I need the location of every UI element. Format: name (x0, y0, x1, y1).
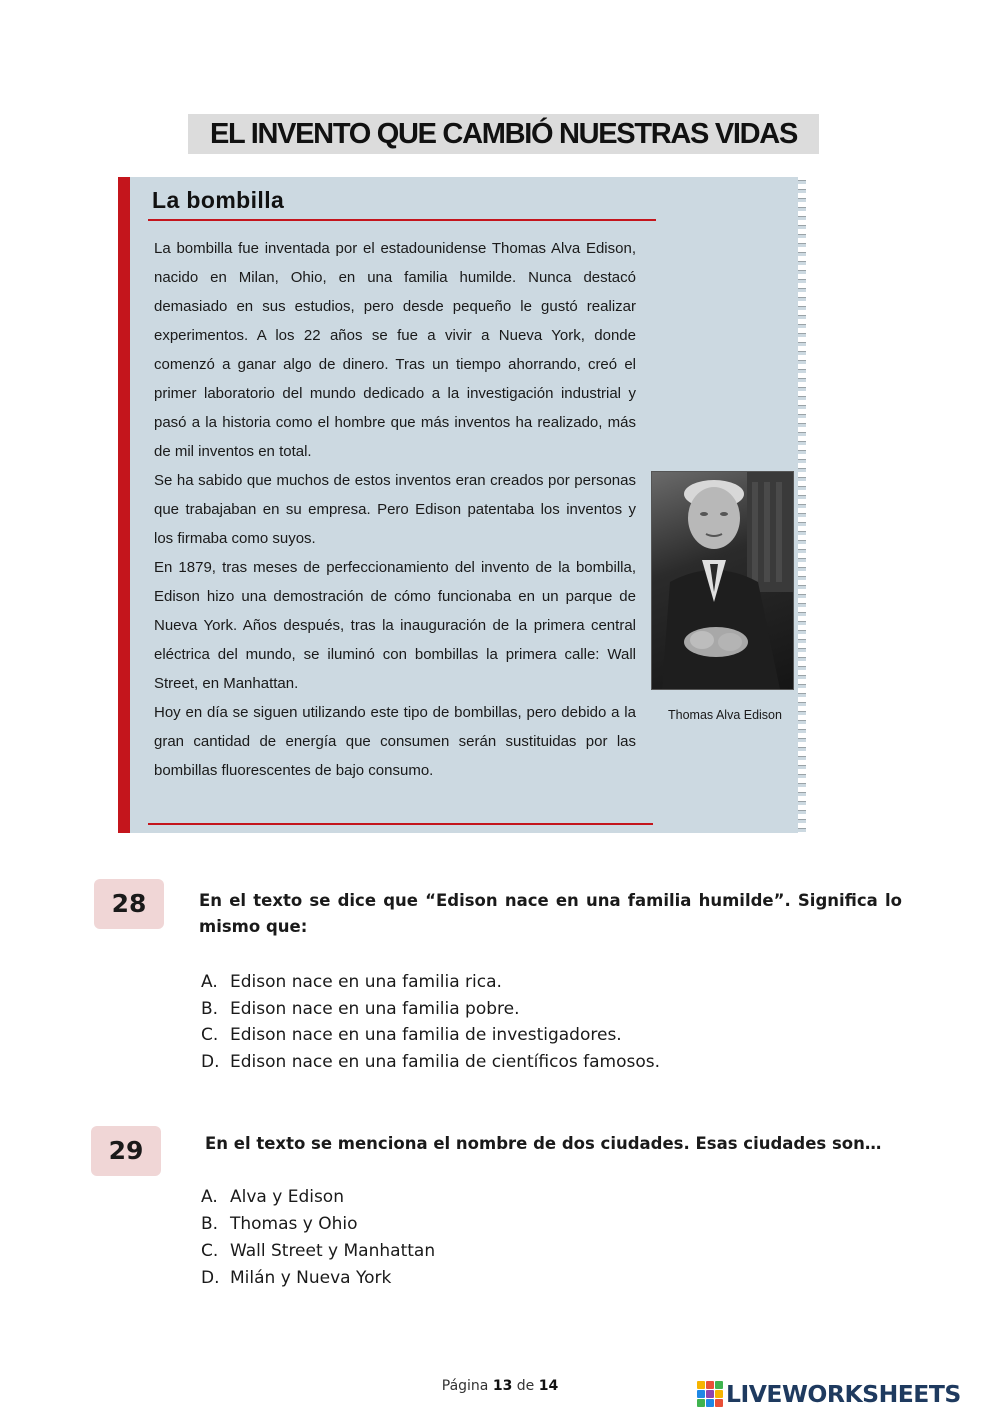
answer-options (201, 1184, 435, 1292)
page-prefix: Página (441, 1378, 489, 1394)
passage-paragraph: Se ha sabido que muchos de estos inventos eran creados por personas que trabajaban en su empresa. Pero Edison patentaba los inventos y los firmaba como suyos. (154, 472, 636, 547)
option-text: Wall Street y Manhattan (230, 1241, 436, 1261)
option-text: Edison nace en una familia rica. (230, 972, 502, 992)
option-text: Milán y Nueva York (230, 1268, 392, 1288)
page-current: 13 (492, 1378, 513, 1394)
answer-option[interactable] (201, 969, 660, 996)
answer-option[interactable] (201, 1022, 660, 1049)
answer-option[interactable] (201, 1238, 435, 1265)
answer-option[interactable] (201, 1049, 660, 1076)
question-text: En el texto se dice que “Edison nace en una familia humilde”. Significa lo mismo que: (199, 891, 902, 936)
option-letter: B. (201, 1214, 219, 1234)
brand-grid-icon (697, 1381, 723, 1407)
brand-name: LIVEWORKSHEETS (726, 1380, 961, 1408)
option-letter: D. (201, 1268, 220, 1288)
option-text: Edison nace en una familia de investigadores. (230, 1025, 622, 1045)
option-text: Edison nace en una familia pobre. (230, 998, 520, 1019)
option-letter: A. (201, 1187, 218, 1207)
answer-option[interactable] (201, 1211, 435, 1238)
passage-body (154, 234, 636, 785)
page-separator: de (516, 1378, 535, 1394)
option-letter: D. (201, 1051, 220, 1072)
passage-paragraph: Hoy en día se siguen utilizando este tipo de bombillas, pero debido a la gran cantidad de energía que consumen serán sustituidas por las bombillas fluorescentes de bajo consumo. (154, 704, 636, 779)
torn-edge (798, 177, 806, 833)
answer-option[interactable] (201, 1184, 435, 1211)
portrait-illustration (652, 472, 793, 689)
accent-bar (118, 177, 130, 833)
answer-option[interactable] (201, 996, 660, 1023)
page-title: EL INVENTO QUE CAMBIÓ NUESTRAS VIDAS (188, 114, 819, 154)
option-letter: A. (201, 972, 218, 992)
edison-portrait (651, 471, 794, 690)
question-text: En el texto se menciona el nombre de dos ciudades. Esas ciudades son… (205, 1134, 882, 1153)
option-letter: C. (201, 1241, 219, 1261)
answer-option[interactable] (201, 1265, 435, 1292)
page-total: 14 (538, 1378, 559, 1394)
passage-paragraph: La bombilla fue inventada por el estadounidense Thomas Alva Edison, nacido en Milan, Ohio, en una familia humilde. Nunca destacó demasiado en sus estudios, pero desde pequeño le gustó realizar experimentos. A los 22 años se fue a vivir a Nueva York, donde comenzó a ganar algo de dinero. Tras un tiempo ahorrando, creó el primer laboratorio del mundo dedicado a la investigación industrial y pasó a la historia como el hombre que más inventos ha realizado, más de mil inventos en total. (154, 240, 636, 460)
option-letter: B. (201, 998, 219, 1019)
question-number-badge: 28 (94, 879, 164, 929)
option-text: Alva y Edison (230, 1187, 344, 1207)
liveworksheets-logo[interactable] (697, 1379, 961, 1409)
portrait-caption: Thomas Alva Edison (668, 708, 782, 722)
heading-divider (148, 219, 656, 221)
passage-heading: La bombilla (152, 187, 285, 213)
passage-paragraph: En 1879, tras meses de perfeccionamiento del invento de la bombilla, Edison hizo una demostración de cómo funcionaba en un parque de Nueva York. Años después, tras la inauguración de la primera central eléctrica del mundo, se iluminó con bombillas la primera calle: Wall Street, en Manhattan. (154, 559, 636, 692)
bottom-divider (148, 823, 653, 825)
question-number-badge: 29 (91, 1126, 161, 1176)
option-text: Edison nace en una familia de científicos famosos. (230, 1051, 660, 1072)
answer-options (201, 969, 660, 1075)
option-text: Thomas y Ohio (230, 1214, 358, 1234)
option-letter: C. (201, 1025, 219, 1045)
